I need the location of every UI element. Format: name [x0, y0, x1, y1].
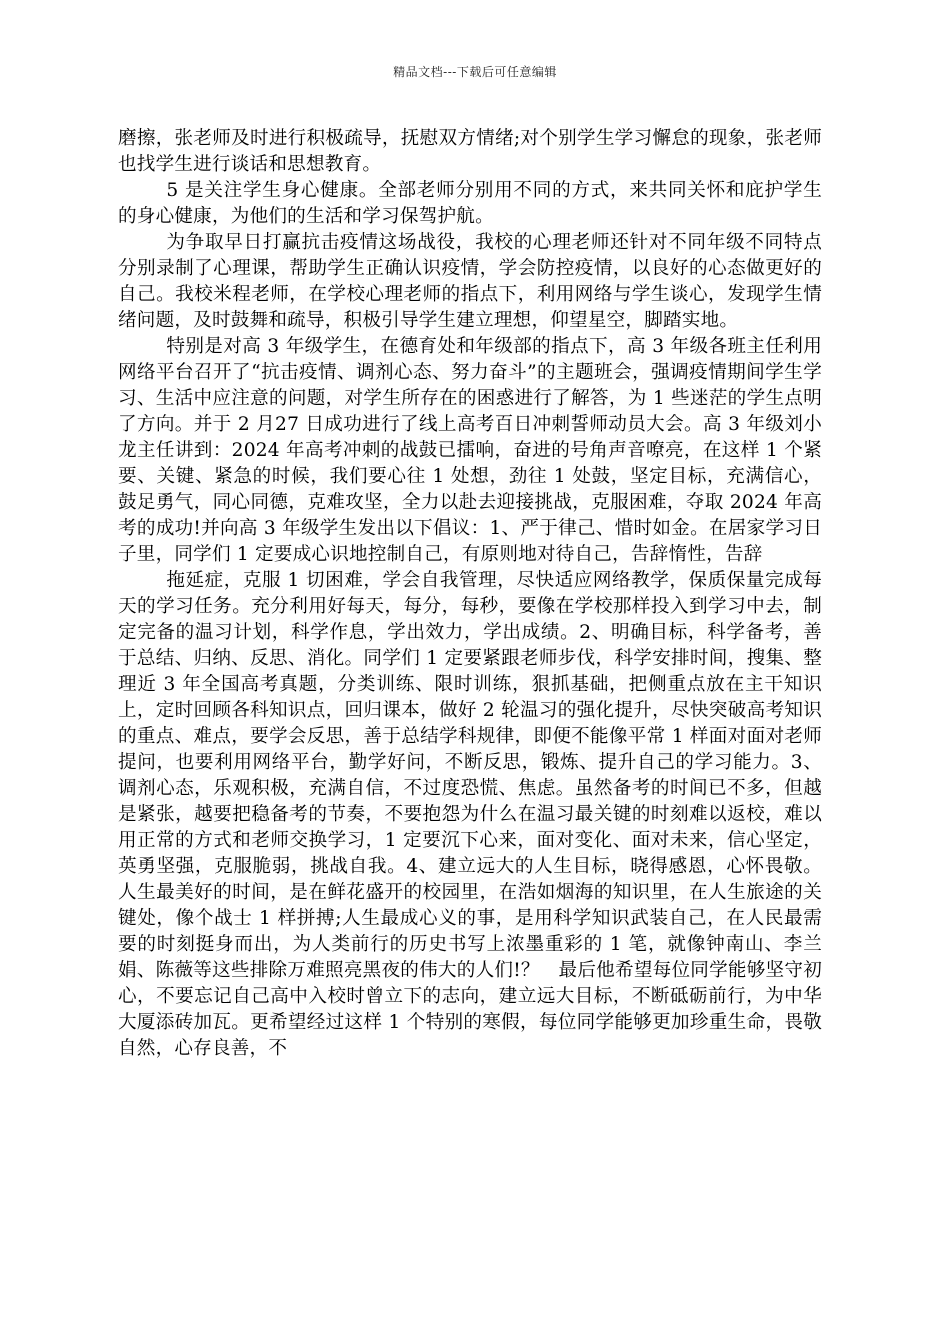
document-body: [118, 126, 822, 1062]
page-header: 精品文档---下载后可任意编辑: [393, 65, 557, 79]
paragraph-5: 拖延症，克服 1 切困难，学会自我管理，尽快适应网络教学，保质保量完成每天的学习任务。充分利用好每天，每分，每秒，要像在学校那样投入到学习中去，制定完备的温习计划，科学作息，学出效力，学出成绩。2、明确目标，科学备考，善于总结、归纳、反思、消化。同学们 1 定要紧跟老师步伐，科学安排时间，搜集、整理近 3 年全国高考真题，分类训练、限时训练，狠抓基础，把侧重点放在主干知识上，定时回顾各科知识点，回归课本，做好 2 轮温习的强化提升，尽快突破高考知识的重点、难点，要学会反思，善于总结学科规律，即便不能像平常 1 样面对面对老师提问，也要利用网络平台，勤学好问，不断反思，锻炼、提升自己的学习能力。3、调剂心态，乐观积极，充满自信，不过度恐慌、焦虑。虽然备考的时间已不多，但越是紧张，越要把稳备考的节奏，不要抱怨为什么在温习最关键的时刻难以返校，难以用正常的方式和老师交换学习，1 定要沉下心来，面对变化、面对未来，信心坚定，英勇坚强，克服脆弱，挑战自我。4、建立远大的人生目标，晓得感恩，心怀畏敬。人生最美好的时间，是在鲜花盛开的校园里，在浩如烟海的知识里，在人生旅途的关键处，像个战士 1 样拼搏;人生最成心义的事，是用科学知识武装自己，在人民最需要的时刻挺身而出，为人类前行的历史书写上浓墨重彩的 1 笔，就像钟南山、李兰娟、陈薇等这些排除万难照亮黑夜的伟大的人们!？ 最后他希望每位同学能够坚守初心，不要忘记自己高中入校时曾立下的志向，建立远大目标，不断砥砺前行，为中华大厦添砖加瓦。更希望经过这样 1 个特别的寒假，每位同学能够更加珍重生命，畏敬自然，心存良善，不: [118, 570, 822, 1059]
paragraph-3: 为争取早日打赢抗击疫情这场战役，我校的心理老师还针对不同年级不同特点分别录制了心理课，帮助学生正确认识疫情，学会防控疫情，以良好的心态做更好的自己。我校米程老师，在学校心理老师的指点下，利用网络与学生谈心，发现学生情绪问题，及时鼓舞和疏导，积极引导学生建立理想，仰望星空，脚踏实地。: [118, 232, 822, 331]
paragraph-1: 磨擦，张老师及时进行积极疏导，抚慰双方情绪;对个别学生学习懈怠的现象，张老师也找学生进行谈话和思想教育。: [118, 128, 822, 175]
paragraph-4: 特别是对高 3 年级学生，在德育处和年级部的指点下，高 3 年级各班主任利用网络平台召开了“抗击疫情、调剂心态、努力奋斗”的主题班会，强调疫情期间学生学习、生活中应注意的问题，对学生所存在的困惑进行了解答，为 1 些迷茫的学生点明了方向。并于 2 月27 日成功进行了线上高考百日冲刺誓师动员大会。高 3 年级刘小龙主任讲到：2024 年高考冲刺的战鼓已擂响，奋进的号角声音嘹亮，在这样 1 个紧要、关键、紧急的时候，我们要心往 1 处想，劲往 1 处鼓，坚定目标，充满信心，鼓足勇气，同心同德，克难攻坚，全力以赴去迎接挑战，克服困难，夺取 2024 年高考的成功!并向高 3 年级学生发出以下倡议：1、严于律己、惜时如金。在居家学习日子里，同学们 1 定要成心识地控制自己，有原则地对待自己，告辞惰性，告辞: [118, 336, 822, 565]
paragraph-2: 5 是关注学生身心健康。全部老师分别用不同的方式，来共同关怀和庇护学生的身心健康，为他们的生活和学习保驾护航。: [118, 180, 822, 227]
